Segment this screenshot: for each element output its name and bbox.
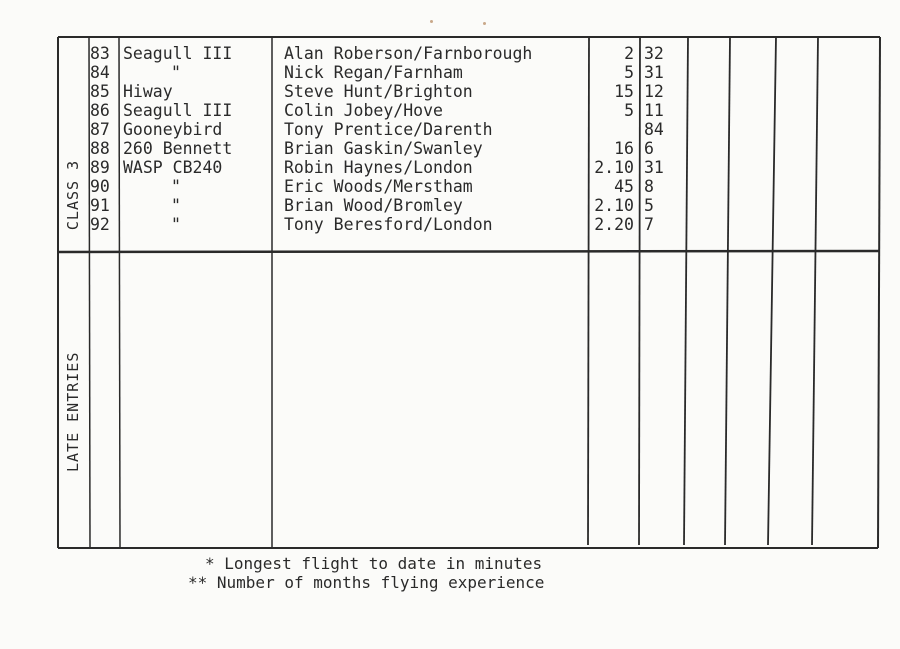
entry-number: 87 bbox=[90, 120, 110, 139]
class3-label: CLASS 3 bbox=[64, 159, 82, 231]
col-line-5 bbox=[639, 37, 640, 545]
pilot-location: Colin Jobey/Hove bbox=[284, 101, 443, 120]
paper-mark bbox=[430, 20, 433, 23]
pilot-location: Tony Prentice/Darenth bbox=[284, 120, 493, 139]
entry-number: 89 bbox=[90, 158, 110, 177]
footnotes bbox=[188, 554, 544, 592]
pilot-location: Alan Roberson/Farnborough bbox=[284, 44, 533, 63]
entry-number: 91 bbox=[90, 196, 110, 215]
entry-number: 92 bbox=[90, 215, 110, 234]
pilot-location: Brian Gaskin/Swanley bbox=[284, 139, 483, 158]
model-name: " bbox=[171, 215, 181, 234]
model-name: Seagull III bbox=[123, 44, 233, 63]
longest-flight: 2 bbox=[624, 44, 634, 63]
entry-number: 90 bbox=[90, 177, 110, 196]
longest-flight: 5 bbox=[624, 63, 634, 82]
months-experience: 32 bbox=[644, 44, 664, 63]
model-name: WASP CB240 bbox=[123, 158, 223, 177]
longest-flight: 2.10 bbox=[594, 196, 634, 215]
model-name: " bbox=[171, 196, 181, 215]
model-name: " bbox=[171, 63, 181, 82]
col-line-6 bbox=[684, 37, 688, 545]
col-line-7 bbox=[725, 37, 730, 545]
entry-number: 88 bbox=[90, 139, 110, 158]
months-experience: 31 bbox=[644, 158, 664, 177]
late-entries-label: LATE ENTRIES bbox=[64, 351, 82, 472]
longest-flight: 2.10 bbox=[594, 158, 634, 177]
frame-right bbox=[878, 37, 880, 548]
footnote-longest-flight: * Longest flight to date in minutes bbox=[205, 554, 543, 573]
entry-number: 83 bbox=[90, 44, 110, 63]
months-experience: 5 bbox=[644, 196, 654, 215]
model-name: Gooneybird bbox=[123, 120, 223, 139]
col-line-9 bbox=[812, 37, 818, 545]
pilot-location: Steve Hunt/Brighton bbox=[284, 82, 473, 101]
entry-number: 84 bbox=[90, 63, 110, 82]
longest-flight: 2.20 bbox=[594, 215, 634, 234]
pilot-location: Nick Regan/Farnham bbox=[284, 63, 463, 82]
months-experience: 84 bbox=[644, 120, 664, 139]
pilot-location: Eric Woods/Merstham bbox=[284, 177, 473, 196]
model-name: Seagull III bbox=[123, 101, 233, 120]
pilot-location: Brian Wood/Bromley bbox=[284, 196, 463, 215]
months-experience: 31 bbox=[644, 63, 664, 82]
longest-flight: 15 bbox=[614, 82, 634, 101]
longest-flight: 5 bbox=[624, 101, 634, 120]
pilot-location: Robin Haynes/London bbox=[284, 158, 473, 177]
longest-flight: 45 bbox=[614, 177, 634, 196]
entry-number: 86 bbox=[90, 101, 110, 120]
model-name: " bbox=[171, 177, 181, 196]
model-name: 260 Bennett bbox=[123, 139, 233, 158]
months-experience: 6 bbox=[644, 139, 654, 158]
section-divider bbox=[58, 251, 880, 252]
months-experience: 12 bbox=[644, 82, 664, 101]
longest-flight: 16 bbox=[614, 139, 634, 158]
entry-number: 85 bbox=[90, 82, 110, 101]
months-experience: 8 bbox=[644, 177, 654, 196]
col-line-8 bbox=[768, 37, 776, 545]
model-name: Hiway bbox=[123, 82, 173, 101]
footnote-flying-experience: ** Number of months flying experience bbox=[188, 573, 545, 592]
col-line-4 bbox=[588, 37, 589, 545]
months-experience: 11 bbox=[644, 101, 664, 120]
pilot-location: Tony Beresford/London bbox=[284, 215, 493, 234]
paper-mark bbox=[483, 22, 486, 25]
months-experience: 7 bbox=[644, 215, 654, 234]
